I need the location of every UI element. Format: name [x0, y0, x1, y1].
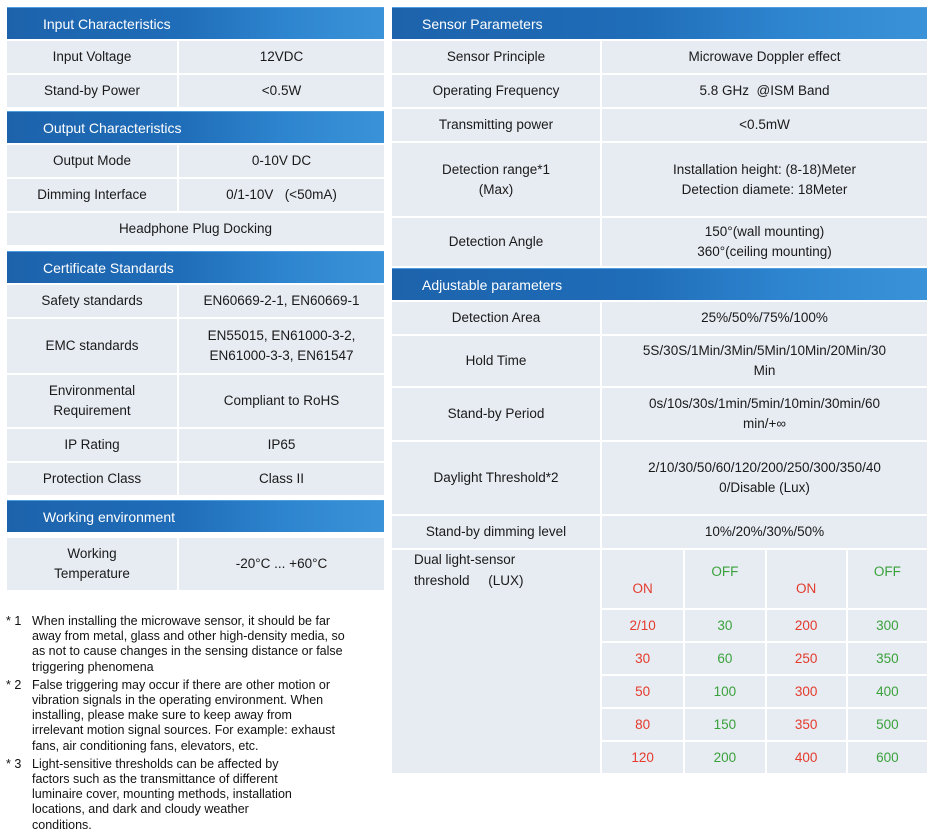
standby-period-line-2: min/+∞	[742, 416, 786, 431]
environmental-requirement-label	[7, 375, 177, 427]
footnote-2	[6, 678, 386, 754]
on-header: ON	[765, 550, 846, 608]
sensor-principle-value: Microwave Doppler effect	[600, 41, 927, 73]
hold-time-label: Hold Time	[465, 353, 527, 369]
detection-area-label: Detection Area	[451, 310, 541, 326]
daylight-threshold-value	[600, 442, 927, 514]
detection-range-line-2: (Max)	[478, 181, 514, 197]
transmitting-power-label: Transmitting power	[438, 117, 554, 133]
footnote-3	[6, 757, 386, 833]
dual-threshold-label-line-2: threshold (LUX)	[414, 572, 524, 588]
emc-standards-value	[177, 319, 384, 373]
threshold-cell: 300	[765, 674, 846, 707]
table-row	[7, 461, 384, 495]
table-row	[392, 73, 927, 107]
standby-dimming-level-label: Stand-by dimming level	[425, 524, 567, 540]
dimming-interface-value: 0/1-10V (<50mA)	[177, 179, 384, 211]
table-row	[7, 73, 384, 107]
table-row	[7, 39, 384, 73]
detection-angle-line-2: 360°(ceiling mounting)	[697, 244, 832, 259]
threshold-cell: 250	[765, 641, 846, 674]
environmental-label-line-1: Environmental	[48, 383, 136, 399]
table-row	[7, 177, 384, 211]
detection-angle-label: Detection Angle	[448, 234, 544, 250]
standby-period-label: Stand-by Period	[447, 406, 545, 422]
table-row	[7, 143, 384, 177]
threshold-cell: 350	[765, 707, 846, 740]
environmental-requirement-value: Compliant to RoHS	[177, 375, 384, 427]
threshold-cell: 400	[765, 740, 846, 773]
dual-light-sensor-threshold	[392, 548, 927, 773]
working-temperature-label	[7, 538, 177, 590]
standby-power-label: Stand-by Power	[43, 83, 141, 99]
threshold-cell: 100	[683, 674, 764, 707]
threshold-cell: 200	[683, 740, 764, 773]
sensor-parameters-header: Sensor Parameters	[392, 7, 927, 39]
protection-class-value: Class II	[177, 463, 384, 495]
threshold-cell: 500	[846, 707, 927, 740]
working-temperature-value: -20°C ... +60°C	[177, 538, 384, 590]
output-mode-label: Output Mode	[52, 153, 132, 169]
on-header: ON	[632, 580, 653, 596]
working-temperature-line-1: Working	[67, 546, 117, 562]
dual-threshold-label	[392, 550, 600, 773]
threshold-cell: 2/10	[602, 608, 683, 641]
working-environment-header: Working environment	[7, 500, 384, 532]
adjustable-parameters-header: Adjustable parameters	[392, 268, 927, 300]
table-row	[392, 300, 927, 334]
detection-range-value-line-1: Installation height: (8-18)Meter	[672, 161, 857, 177]
output-mode-value: 0-10V DC	[177, 145, 384, 177]
threshold-cell: 400	[846, 674, 927, 707]
input-voltage-value: 12VDC	[177, 41, 384, 73]
threshold-cell: 30	[602, 641, 683, 674]
safety-standards-value: EN60669-2-1, EN60669-1	[177, 285, 384, 317]
working-temperature-line-2: Temperature	[54, 566, 130, 581]
threshold-cell: 600	[846, 740, 927, 773]
ip-rating-value: IP65	[177, 429, 384, 461]
dual-threshold-grid	[600, 550, 927, 773]
hold-time-line-1: 5S/30S/1Min/3Min/5Min/10Min/20Min/30	[642, 343, 887, 359]
threshold-cell: 50	[602, 674, 683, 707]
table-row	[392, 39, 927, 73]
ip-rating-label: IP Rating	[64, 437, 120, 453]
transmitting-power-value: <0.5mW	[600, 109, 927, 141]
operating-frequency-label: Operating Frequency	[432, 83, 560, 99]
emc-standards-label: EMC standards	[45, 338, 139, 354]
table-row	[392, 386, 927, 440]
off-header: OFF	[846, 550, 927, 608]
daylight-threshold-label: Daylight Threshold*2	[433, 470, 559, 486]
detection-range-label	[392, 143, 600, 216]
threshold-cell: 60	[683, 641, 764, 674]
table-row	[392, 440, 927, 514]
operating-frequency-value: 5.8 GHz @ISM Band	[600, 75, 927, 107]
footnote-1	[6, 614, 386, 675]
off-header: OFF	[683, 550, 764, 608]
threshold-cell: 300	[846, 608, 927, 641]
threshold-cell: 30	[683, 608, 764, 641]
threshold-cell: 200	[765, 608, 846, 641]
detection-range-value	[600, 143, 927, 216]
daylight-threshold-line-1: 2/10/30/50/60/120/200/250/300/350/40	[648, 460, 881, 476]
daylight-threshold-line-2: 0/Disable (Lux)	[719, 480, 810, 495]
dimming-interface-label: Dimming Interface	[37, 187, 147, 203]
detection-angle-value	[600, 218, 927, 266]
detection-angle-line-1: 150°(wall mounting)	[704, 224, 825, 240]
threshold-cell: 350	[846, 641, 927, 674]
safety-standards-label: Safety standards	[41, 293, 143, 309]
table-row	[392, 334, 927, 386]
right-column	[392, 7, 927, 773]
standby-period-value	[600, 388, 927, 440]
table-row	[7, 283, 384, 317]
protection-class-label: Protection Class	[42, 471, 142, 487]
output-characteristics-header: Output Characteristics	[7, 111, 384, 143]
threshold-cell: 80	[602, 707, 683, 740]
certificate-standards-header: Certificate Standards	[7, 251, 384, 283]
table-row	[7, 317, 384, 373]
emc-standards-line-1: EN55015, EN61000-3-2,	[207, 328, 356, 344]
footnote-text: False triggering may occur if there are other motion or vibration signals in the operating environment. When installing, please make sure to keep away from irrelevant motion signal sources. For example: exhaust fans, air conditioning fans, elevators, etc.	[32, 677, 335, 753]
table-row	[7, 536, 384, 590]
input-voltage-label: Input Voltage	[52, 49, 132, 65]
footnote-marker: * 1	[6, 614, 22, 628]
table-row	[7, 373, 384, 427]
footnote-marker: * 2	[6, 677, 22, 692]
table-row	[392, 216, 927, 266]
detection-range-value-line-2: Detection diamete: 18Meter	[681, 181, 848, 197]
table-row	[392, 141, 927, 216]
standby-dimming-level-value: 10%/20%/30%/50%	[600, 516, 927, 548]
detection-range-line-1: Detection range*1	[441, 161, 551, 177]
emc-standards-line-2: EN61000-3-3, EN61547	[209, 348, 354, 363]
dual-threshold-label-line-1: Dual light-sensor	[414, 552, 516, 567]
standby-power-value: <0.5W	[177, 75, 384, 107]
headphone-plug-docking: Headphone Plug Docking	[118, 221, 273, 237]
table-row	[392, 514, 927, 548]
input-characteristics-header: Input Characteristics	[7, 7, 384, 39]
footnote-text: Light-sensitive thresholds can be affected by factors such as the transmittance of different luminaire cover, mounting methods, installation locations, and dark and cloudy weather conditions.	[32, 756, 292, 832]
detection-area-value: 25%/50%/75%/100%	[600, 302, 927, 334]
footnotes	[6, 614, 386, 836]
sensor-principle-label: Sensor Principle	[446, 49, 546, 65]
hold-time-line-2: Min	[753, 363, 776, 378]
footnote-text: When installing the microwave sensor, it should be far away from metal, glass and other high-density media, so as not to cause changes in the sensing distance or false triggering phenomena	[32, 614, 345, 674]
standby-period-line-1: 0s/10s/30s/1min/5min/10min/30min/60	[648, 396, 881, 412]
threshold-cell: 150	[683, 707, 764, 740]
hold-time-value	[600, 336, 927, 386]
environmental-label-line-2: Requirement	[53, 403, 131, 418]
threshold-cell: 120	[602, 740, 683, 773]
footnote-marker: * 3	[6, 756, 22, 771]
table-row	[7, 211, 384, 245]
left-column	[7, 7, 384, 590]
table-row	[7, 427, 384, 461]
table-row	[392, 107, 927, 141]
